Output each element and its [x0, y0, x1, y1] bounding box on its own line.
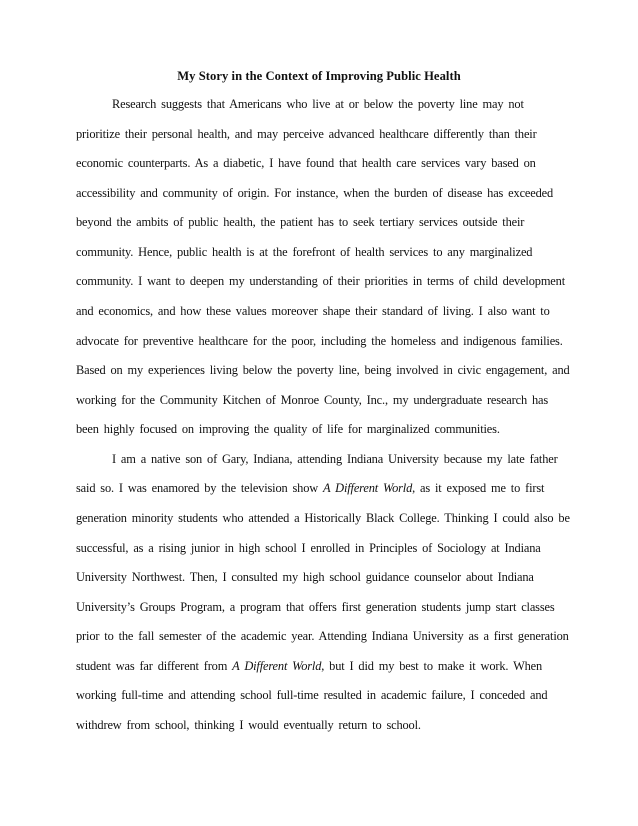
paragraph-line: [76, 659, 542, 674]
paragraph-line: been highly focused on improving the quality of life for marginalized communities.: [76, 422, 500, 437]
paragraph-line: successful, as a rising junior in high school I enrolled in Principles of Sociology at Indiana: [76, 540, 541, 555]
paragraph-line: Research suggests that Americans who live at or below the poverty line may not: [112, 97, 524, 111]
show-title: A Different World: [323, 481, 413, 496]
line-text: , but I did my best to make it work. When: [321, 658, 543, 673]
paragraph-line: and economics, and how these values moreover shape their standard of living. I also want to: [76, 304, 550, 318]
line-text: , as it exposed me to first: [412, 481, 545, 496]
paragraph-line: economic counterparts. As a diabetic, I have found that health care services vary based on: [76, 156, 536, 171]
paragraph-line: beyond the ambits of public health, the patient has to seek tertiary services outside their: [76, 215, 525, 230]
paragraph-line: withdrew from school, thinking I would eventually return to school.: [76, 718, 421, 732]
paragraph-line: community. I want to deepen my understanding of their priorities in terms of child development: [76, 274, 565, 289]
paragraph-line: [76, 481, 544, 496]
line-text: student was far different from: [76, 658, 233, 673]
paragraph-line: advocate for preventive healthcare for the poor, including the homeless and indigenous families.: [76, 333, 563, 348]
paragraph-line: working for the Community Kitchen of Monroe County, Inc., my undergraduate research has: [76, 392, 549, 407]
paragraph-line: University Northwest. Then, I consulted my high school guidance counselor about Indiana: [76, 570, 534, 585]
paragraph-line: I am a native son of Gary, Indiana, attending Indiana University because my late father: [112, 451, 558, 466]
paragraph-line: University’s Groups Program, a program that offers first generation students jump start classes: [76, 599, 555, 614]
document-title: My Story in the Context of Improving Public Health: [177, 69, 461, 83]
paragraph-line: working full-time and attending school full-time resulted in academic failure, I conceded and: [76, 688, 548, 703]
paragraph-line: accessibility and community of origin. For instance, when the burden of disease has exceeded: [76, 185, 554, 200]
paragraph-line: Based on my experiences living below the poverty line, being involved in civic engagement, and: [76, 363, 570, 378]
paragraph-line: prioritize their personal health, and may perceive advanced healthcare differently than their: [76, 126, 537, 141]
paragraph-line: community. Hence, public health is at the forefront of health services to any marginalized: [76, 244, 533, 259]
paragraph-line: generation minority students who attended a Historically Black College. Thinking I could also be: [76, 511, 570, 525]
line-text: said so. I was enamored by the television show: [76, 481, 324, 496]
paragraph-line: prior to the fall semester of the academic year. Attending Indiana University as a first generation: [76, 629, 569, 644]
show-title: A Different World: [232, 658, 322, 673]
